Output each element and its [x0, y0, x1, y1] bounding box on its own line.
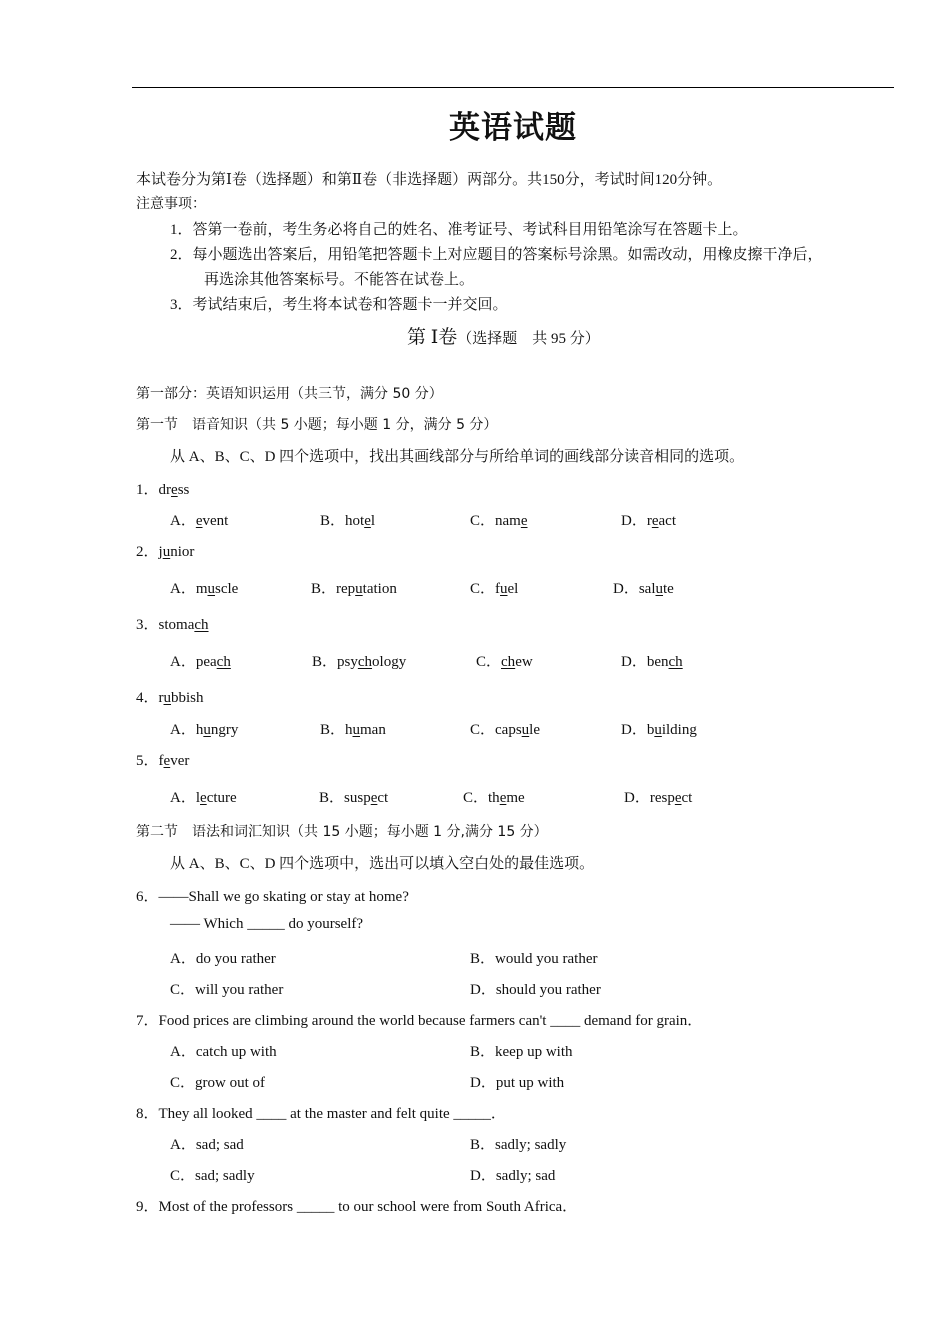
question-7: 7．Food prices are climbing around the world because farmers can't ____ demand for grain． — [136, 1013, 703, 1029]
page-title: 英语试题 — [449, 110, 577, 146]
option-d: D．building — [621, 722, 697, 738]
question-4: 4．rubbish — [136, 690, 204, 706]
option-c: C．capsule — [470, 722, 540, 738]
section2-title: 第二节 语法和词汇知识（共 15 小题；每小题 1 分,满分 15 分） — [136, 824, 548, 840]
option-b: B．would you rather — [470, 951, 598, 967]
question-6-line2: —— Which _____ do yourself? — [170, 916, 364, 932]
option-b: B．keep up with — [470, 1044, 573, 1060]
option-b: B．hotel — [320, 513, 376, 529]
question-2: 2．junior — [136, 544, 195, 560]
option-d: D．salute — [613, 581, 674, 597]
option-a: A．muscle — [170, 581, 239, 597]
section2-instruction: 从 A、B、C、D 四个选项中，选出可以填入空白处的最佳选项。 — [170, 856, 595, 872]
option-c: C．name — [470, 513, 528, 529]
option-a: A．sad; sad — [170, 1137, 244, 1153]
option-a: A．lecture — [170, 790, 237, 806]
option-c: C．fuel — [470, 581, 519, 597]
option-d: D．put up with — [470, 1075, 565, 1091]
option-d: D．sadly; sad — [470, 1168, 556, 1184]
option-c: C．will you rather — [170, 982, 284, 998]
part-one-heading — [407, 322, 600, 349]
section-part-title: 第一部分：英语知识运用（共三节，满分 50 分） — [136, 386, 443, 402]
option-b: B．sadly; sadly — [470, 1137, 567, 1153]
question-8: 8．They all looked ____ at the master and felt quite _____． — [136, 1106, 506, 1122]
question-6: 6．——Shall we go skating or stay at home? — [136, 889, 409, 905]
option-d: D．respect — [624, 790, 693, 806]
option-b: B．reputation — [311, 581, 397, 597]
section1-title: 第一节 语音知识（共 5 小题；每小题 1 分，满分 5 分） — [136, 417, 498, 433]
question-3: 3．stomach — [136, 617, 209, 633]
notice-heading: 注意事项： — [136, 196, 206, 212]
option-a: A．event — [170, 513, 229, 529]
option-d: D．react — [621, 513, 676, 529]
option-a: A．peach — [170, 654, 231, 670]
section1-instruction: 从 A、B、C、D 四个选项中，找出其画线部分与所给单词的画线部分读音相同的选项。 — [170, 449, 745, 465]
question-5: 5．fever — [136, 753, 190, 769]
option-a: A．do you rather — [170, 951, 276, 967]
part-one-label: 第 Ⅰ卷 — [407, 327, 458, 348]
option-d: D．bench — [621, 654, 683, 670]
intro-text: 本试卷分为第Ⅰ卷（选择题）和第Ⅱ卷（非选择题）两部分。共150分，考试时间120分钟。 — [136, 172, 723, 188]
option-b: B．human — [320, 722, 386, 738]
option-d: D．should you rather — [470, 982, 601, 998]
option-a: A．hungry — [170, 722, 239, 738]
option-b: B．suspect — [319, 790, 389, 806]
notice-item: 2．每小题选出答案后，用铅笔把答题卡上对应题目的答案标号涂黑。如需改动，用橡皮擦干净后， — [170, 247, 823, 263]
notice-item: 1．答第一卷前，考生务必将自己的姓名、准考证号、考试科目用铅笔涂写在答题卡上。 — [170, 222, 748, 238]
part-one-sub: （选择题 共 95 分） — [457, 331, 600, 347]
option-c: C．theme — [463, 790, 525, 806]
notice-item: 3．考试结束后，考生将本试卷和答题卡一并交回。 — [170, 297, 508, 313]
option-c: C．grow out of — [170, 1075, 265, 1091]
option-a: A．catch up with — [170, 1044, 277, 1060]
header-rule — [132, 87, 894, 88]
notice-item: 再选涂其他答案标号。不能答在试卷上。 — [204, 272, 475, 288]
question-9: 9．Most of the professors _____ to our school were from South Africa． — [136, 1199, 578, 1215]
option-c: C．sad; sadly — [170, 1168, 255, 1184]
option-c: C．chew — [476, 654, 533, 670]
question-1: 1．dress — [136, 482, 190, 498]
option-b: B．psychology — [312, 654, 407, 670]
